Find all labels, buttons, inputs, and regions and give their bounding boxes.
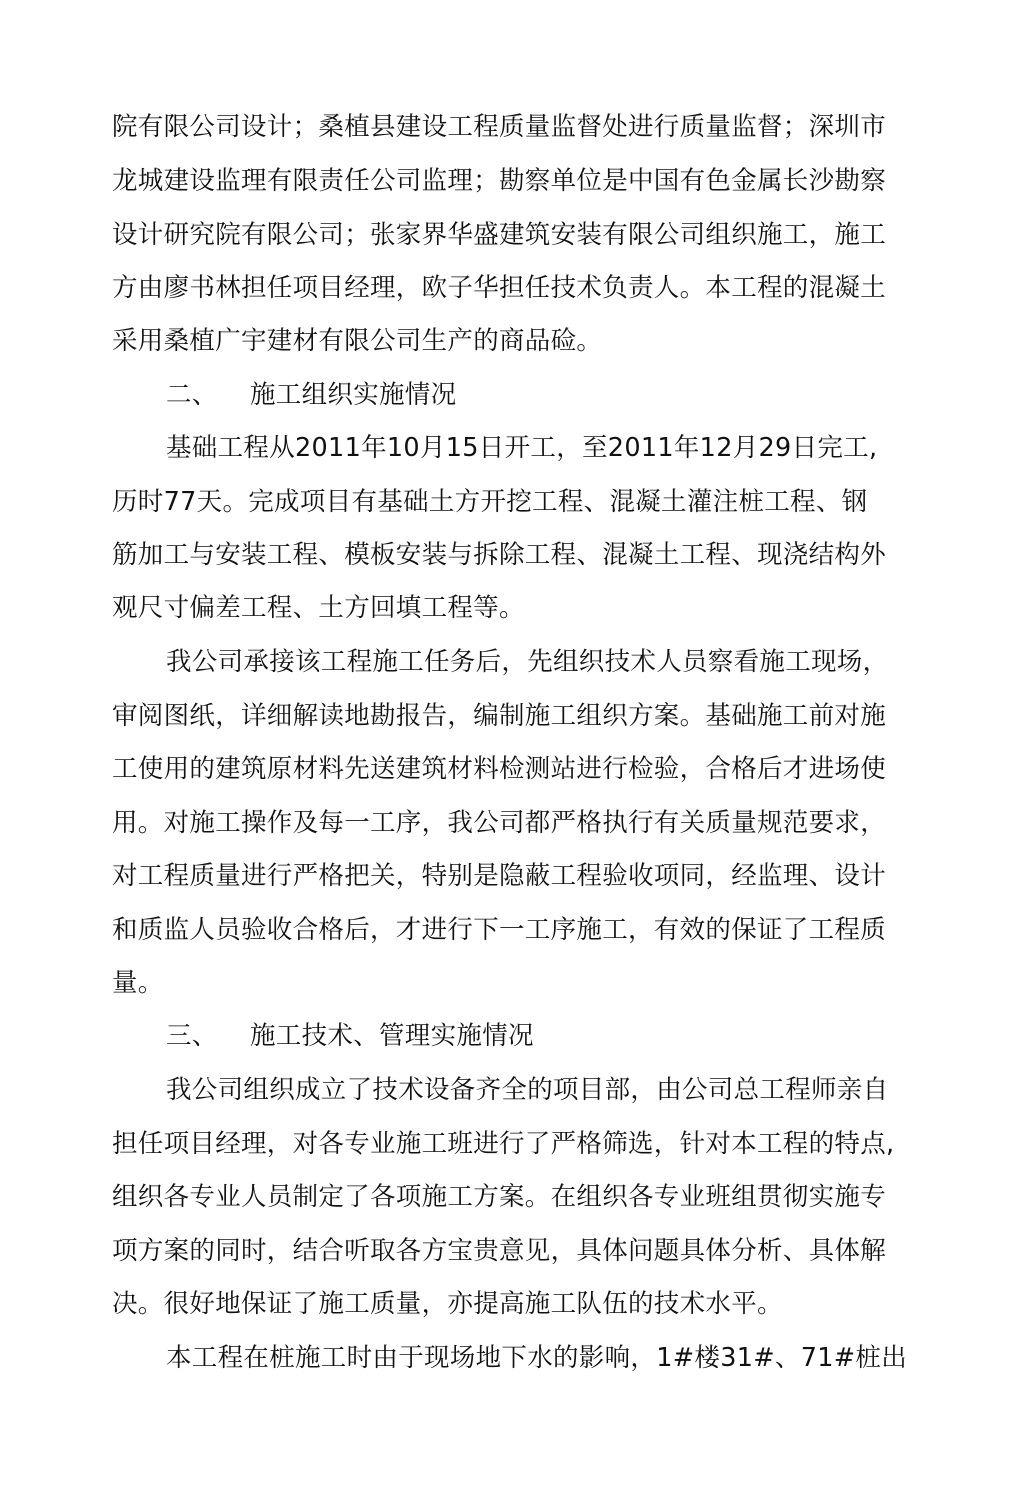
text-line: 担任项目经理，对各专业施工班进行了严格筛选，针对本工程的特点,	[112, 1129, 895, 1159]
text-line: 我公司承接该工程施工任务后，先组织技术人员察看施工现场，	[166, 647, 889, 677]
text-line: 基础工程从2011年10月15日开工，至2011年12月29日完工,	[166, 433, 878, 463]
text-line: 方由廖书林担任项目经理，欧子华担任技术负责人。本工程的混凝土	[112, 273, 887, 303]
text-line: 设计研究院有限公司；张家界华盛建筑安装有限公司组织施工，施工	[112, 220, 887, 250]
text-line: 组织各专业人员制定了各项施工方案。在组织各专业班组贯彻实施专	[112, 1182, 887, 1212]
text-line: 采用桑植广宇建材有限公司生产的商品硷。	[112, 326, 603, 356]
section-heading	[166, 378, 456, 412]
text-line: 用。对施工操作及每一工序，我公司都严格执行有关质量规范要求，	[112, 808, 887, 838]
text-line: 和质监人员验收合格后，才进行下一工序施工，有效的保证了工程质	[112, 915, 887, 945]
text-line: 院有限公司设计；桑植县建设工程质量监督处进行质量监督；深圳市	[112, 112, 887, 142]
section-number: 二、	[166, 380, 218, 410]
text-line: 观尺寸偏差工程、土方回填工程等。	[112, 593, 525, 623]
text-line: 筋加工与安装工程、模板安装与拆除工程、混凝土工程、现浇结构外	[112, 540, 887, 570]
text-line: 对工程质量进行严格把关，特别是隐蔽工程验收项同，经监理、设计	[112, 861, 887, 891]
text-line: 决。很好地保证了施工质量，亦提高施工队伍的技术水平。	[112, 1289, 783, 1319]
section-number: 三、	[166, 1021, 218, 1051]
text-line: 历时77天。完成项目有基础土方开挖工程、混凝土灌注桩工程、钢	[112, 487, 868, 517]
text-line: 工使用的建筑原材料先送建筑材料检测站进行检验，合格后才进场使	[112, 754, 887, 784]
text-line: 项方案的同时，结合听取各方宝贵意见，具体问题具体分析、具体解	[112, 1236, 887, 1266]
text-line: 龙城建设监理有限责任公司监理；勘察单位是中国有色金属长沙勘察	[112, 166, 887, 196]
text-line: 本工程在桩施工时由于现场地下水的影响，1#楼31#、71#桩出	[166, 1343, 908, 1373]
section-heading	[166, 1019, 534, 1053]
text-line: 量。	[112, 968, 164, 998]
section-title: 施工组织实施情况	[250, 380, 457, 410]
text-line: 我公司组织成立了技术设备齐全的项目部，由公司总工程师亲自	[166, 1075, 889, 1105]
section-title: 施工技术、管理实施情况	[250, 1021, 534, 1051]
text-line: 审阅图纸，详细解读地勘报告，编制施工组织方案。基础施工前对施	[112, 701, 887, 731]
